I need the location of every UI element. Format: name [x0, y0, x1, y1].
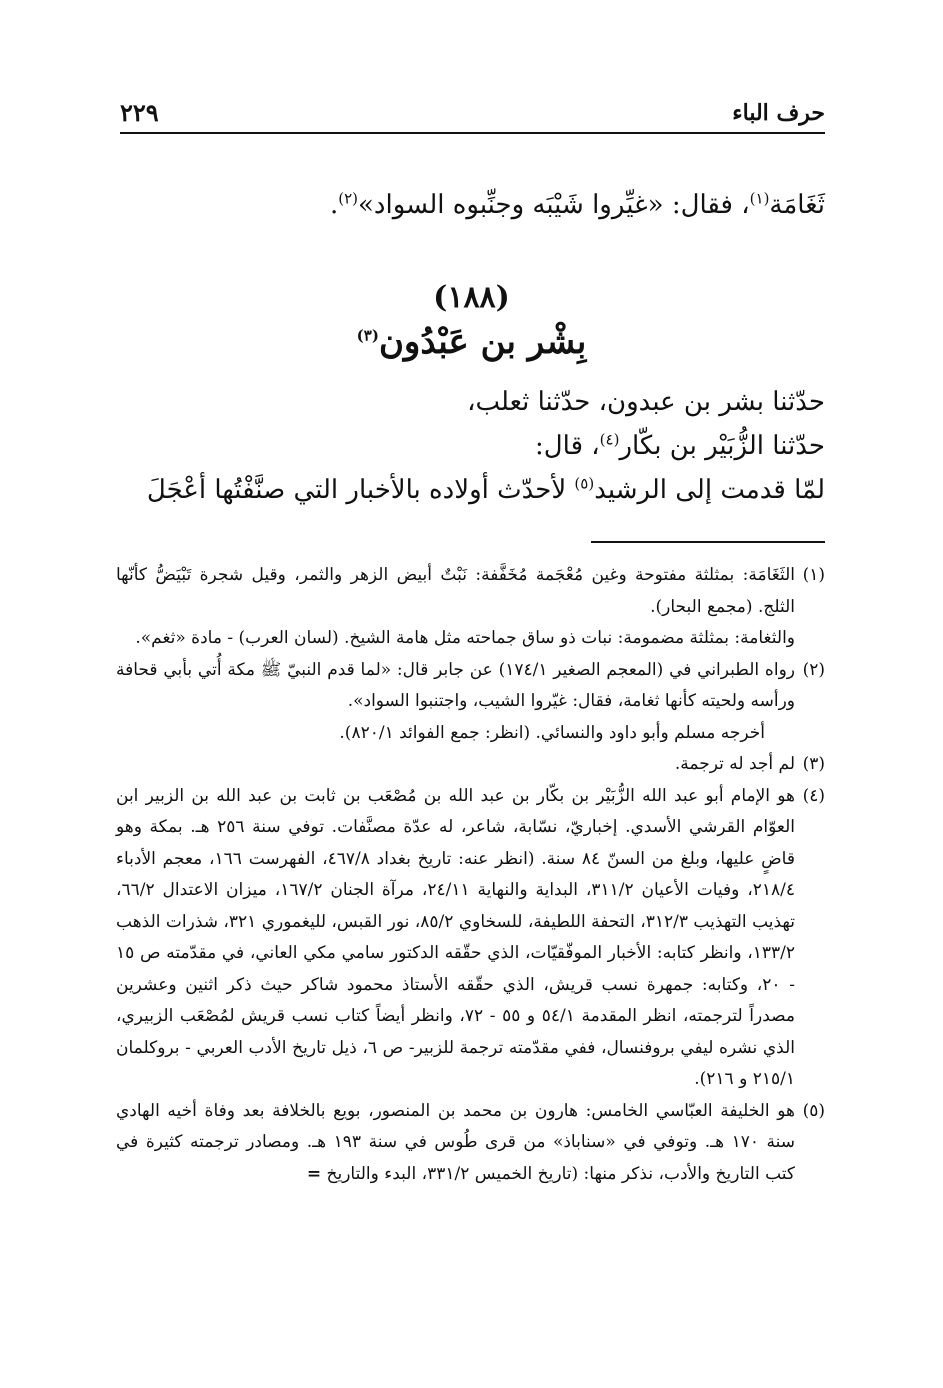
- footnote-ref-1: (١): [749, 189, 770, 208]
- entry-heading: [0, 322, 943, 362]
- entry-name: بِشْر بن عَبْدُون: [378, 322, 587, 362]
- carry-end: .: [329, 190, 339, 220]
- footnote-ref-5: (٥): [574, 474, 595, 493]
- footnote-text-body: هو الخليفة العبّاسي الخامس: هارون بن محمد بن المنصور، بويع بالخلافة بعد وفاة أخيه الهادي سنة ١٧٠ هـ. وتوفي في «سناباذ» من قرى طُوس في سنة ١٩٣ هـ. ومصادر ترجمته كثيرة في كتب التاريخ والأدب، نذكر منها: (تاريخ الخميس ٣٣١/٢، البدء والتاريخ: [116, 1100, 796, 1184]
- body-line-2-end: ، قال:: [535, 431, 600, 461]
- footnote-separator: [591, 541, 825, 543]
- footnote-text: الثَغَامَة: بمثلثة مفتوحة وغين مُعْجَمة مُخَفَّفة: نَبْتٌ أبيض الزهر والثمر، وقيل شجرة تَبْيَضُّ كأنّها الثلج. (مجمع البحار).: [116, 565, 795, 617]
- footnote-text: هو الإمام أبو عبد الله الزُّبَيْر بن بكّار بن عبد الله بن مُصْعَب بن ثابت بن عبد الله بن الزبير ابن العوّام القرشي الأسدي. إخباريّ، نسّابة، شاعر، له عدّة مصنَّفات. توفي سنة ٢٥٦ هـ. بمكة وهو قاضٍ عليها، وبلغ من السنّ ٨٤ سنة. (انظر عنه: تاريخ بغداد ٤٦٧/٨، الفهرست ١٦٦، معجم الأدباء ٢١٨/٤، وفيات الأعيان ٣١١/٢، البداية والنهاية ٢٤/١١، مرآة الجنان ١٦٧/٢، ميزان الاعتدال ٦٦/٢، تهذيب التهذيب ٣١٢/٣، التحفة اللطيفة، للسخاوي ٨٥/٢، نور القبس، لليغموري ٣٢١، شذرات الذهب ١٣٣/٢، وانظر كتابه: الأخبار الموفّقيّات، الذي حقّقه الدكتور سامي مكي العاني، في مقدّمته ص ١٥ - ٢٠، وكتابه: جمهرة نسب قريش، الذي حقّقه الأستاذ محمود شاكر حيث ذكر اثنين وعشرين مصدراً لترجمته، انظر المقدمة ٥٤/١ و ٥٥ - ٧٢، وانظر أيضاً كتاب نسب قريش لمُصْعَب الزبيري، الذي نشره ليفي بروفنسال، ففي مقدّمته ترجمة للزبير- ص ٦، ذيل تاريخ الأدب العربي - بروكلمان ٢١٥/١ و ٢١٦).: [116, 785, 795, 1089]
- continuation-mark: =: [306, 1163, 322, 1184]
- footnote-3: [116, 749, 825, 781]
- carry-text: ، فقال: «غيِّروا شَيْبَه وجنِّبوه السواد»: [358, 190, 750, 220]
- body-line-3: [120, 468, 825, 512]
- footnote-4: [116, 781, 825, 1096]
- carry-word: ثَغَامَة: [769, 190, 825, 220]
- footnote-5: [116, 1096, 825, 1191]
- footnote-ref-2: (٢): [338, 189, 359, 208]
- entry-number: (١٨٨): [433, 280, 510, 315]
- footnote-1: [116, 560, 825, 655]
- footnote-number: (١): [802, 565, 825, 585]
- running-title: حرف الباء: [732, 100, 825, 126]
- footnotes: [116, 560, 825, 1190]
- body-line-3-end: لأحدّث أولاده بالأخبار التي صنَّفْتُها أعْجَلَ: [146, 475, 575, 505]
- footnote-number: (٤): [802, 785, 825, 806]
- footnote-text: والثغامة: بمثلثة مضمومة: نبات ذو ساق جماحته مثل هامة الشيخ. (لسان العرب) - مادة «ثغم».: [135, 628, 795, 648]
- running-header: [120, 98, 825, 134]
- page-number: ٢٢٩: [120, 98, 159, 127]
- footnote-ref-4: (٤): [599, 430, 620, 449]
- body-line-1-text: حدّثنا بشر بن عبدون، حدّثنا ثعلب،: [467, 387, 825, 417]
- footnote-number: (٢): [802, 659, 825, 680]
- footnote-number: (٥): [802, 1100, 825, 1121]
- footnote-ref-3: (٣): [356, 326, 379, 345]
- footnote-text: [116, 1096, 795, 1191]
- body-line-3-text: لمّا قدمت إلى الرشيد: [594, 475, 825, 505]
- entry-body: [120, 380, 825, 512]
- carried-over-line: [120, 183, 825, 227]
- footnote-2: [116, 655, 825, 750]
- footnote-number: (٣): [802, 754, 825, 774]
- body-line-2: [120, 424, 825, 468]
- footnote-text: لم أجد له ترجمة.: [674, 754, 795, 774]
- footnote-text: أخرجه مسلم وأبو داود والنسائي. (انظر: جمع الفوائد ٨٢٠/١).: [339, 722, 765, 743]
- body-line-1: [120, 380, 825, 424]
- footnote-text: رواه الطبراني في (المعجم الصغير ١٧٤/١) عن جابر قال: «لما قدم النبيّ ﷺ مكة أُتي بأبي قحافة ورأسه ولحيته كأنها ثغامة، فقال: غيّروا الشيب، واجتنبوا السواد».: [116, 659, 795, 711]
- body-line-2-text: حدّثنا الزُّبَيْر بن بكّار: [619, 431, 825, 461]
